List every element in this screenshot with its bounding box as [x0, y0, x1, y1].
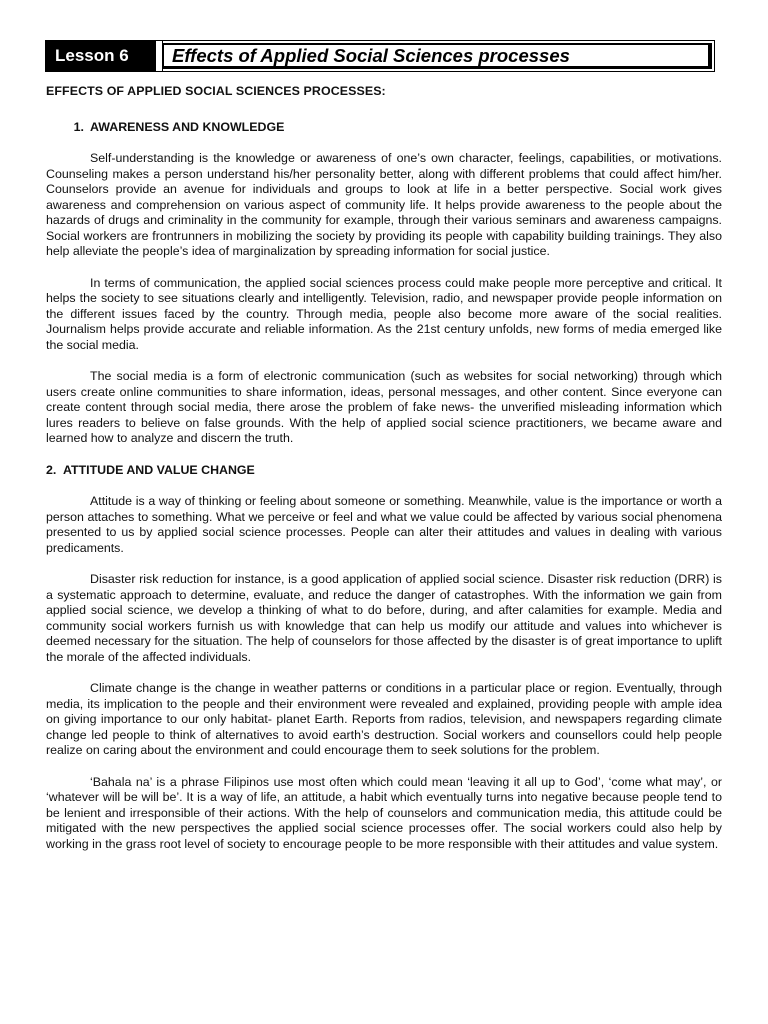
section-heading-attitude: [46, 463, 722, 479]
section-heading-awareness: [46, 120, 722, 136]
paragraph: In terms of communication, the applied social sciences process could make people more perceptive and critical. It helps the society to see situations clearly and intelligently. Television, radio, and newspaper provide people information on the different issues faced by the country. Through media, people also become more aware of the social realities. Journalism helps provide accurate and reliable information. As the 21st century unfolds, new forms of media emerged like the social media.: [46, 275, 722, 352]
paragraph: The social media is a form of electronic communication (such as websites for social networking) through which users create online communities to share information, ideas, personal messages, and other content. Since everyone can create content through social media, there arose the problem of fake news- the unverified misleading information which lures readers to believe on false grounds. With the help of applied social science practitioners, we became aware and learned how to analyze and discern the truth.: [46, 369, 722, 445]
section-title: AWARENESS AND KNOWLEDGE: [90, 119, 285, 134]
lesson-label: Lesson 6: [46, 41, 162, 71]
section-number: 2.: [46, 462, 57, 477]
paragraph: Attitude is a way of thinking or feeling about someone or something. Meanwhile, value is the importance or worth a person attaches to something. What we perceive or feel and what we value could be affected by various social phenomena presented to us by applied social science processes. People can alter their attitudes and values in dealing with various predicaments.: [46, 494, 722, 555]
lesson-title: Effects of Applied Social Sciences processes: [162, 43, 712, 69]
main-heading: EFFECTS OF APPLIED SOCIAL SCIENCES PROCESSES:: [46, 84, 386, 98]
paragraph: Self-understanding is the knowledge or awareness of one’s own character, feelings, capabilities, or motivations. Counseling makes a person understand his/her personality better, along with different problems that could affect him/her. Counselors provide an avenue for individuals and groups to look at life in a better perspective. Social work gives awareness and comprehension on various aspect of community life. It helps provide awareness to the people about the hazards of drugs and criminality in the community for example, through their various seminars and awareness campaigns. Social workers are frontrunners in mobilizing the society by providing its people with capability building trainings. They also help alleviate the people’s idea of marginalization by spreading information for social justice.: [46, 151, 722, 258]
section-title: ATTITUDE AND VALUE CHANGE: [63, 462, 255, 477]
lesson-header: [45, 40, 715, 72]
paragraph: Climate change is the change in weather patterns or conditions in a particular place or region. Eventually, through media, its implication to the people and their environment were revealed and explained, providing people with ample idea on giving importance to our only habitat- planet Earth. Reports from radios, television, and newspapers regarding climate change led people to think of alternatives to avoid earth’s destruction. Social workers and counsellors could help people realize on caring about the environment and could encourage them to seek solutions for the problem.: [46, 681, 722, 757]
paragraph: Disaster risk reduction for instance, is a good application of applied social science. Disaster risk reduction (DRR) is a systematic approach to determine, evaluate, and reduce the danger of catastrophes. With the information we gain from applied social science, we develop a thinking of what to do before, during, and after calamities for example. Media and community social workers furnish us with knowledge that can help us modify our attitude and values into whichever is deemed necessary for the situation. The help of counselors for those affected by the disaster is of great importance to uplift the morale of the affected individuals.: [46, 572, 722, 664]
paragraph: ‘Bahala na’ is a phrase Filipinos use most often which could mean ‘leaving it all up to God’, ‘come what may’, or ‘whatever will be will be’. It is a way of life, an attitude, a habit which eventually turns into negative because people tend to be lenient and irresponsible of their actions. With the help of counselors and communication media, this attitude could be mitigated with the new perspectives the applied social science processes offer. The social workers could also help by working in the grass root level of society to encourage people to be more responsible with their attitudes and value system.: [46, 774, 722, 851]
section-number: 1.: [73, 119, 84, 134]
document-body: [46, 84, 722, 868]
